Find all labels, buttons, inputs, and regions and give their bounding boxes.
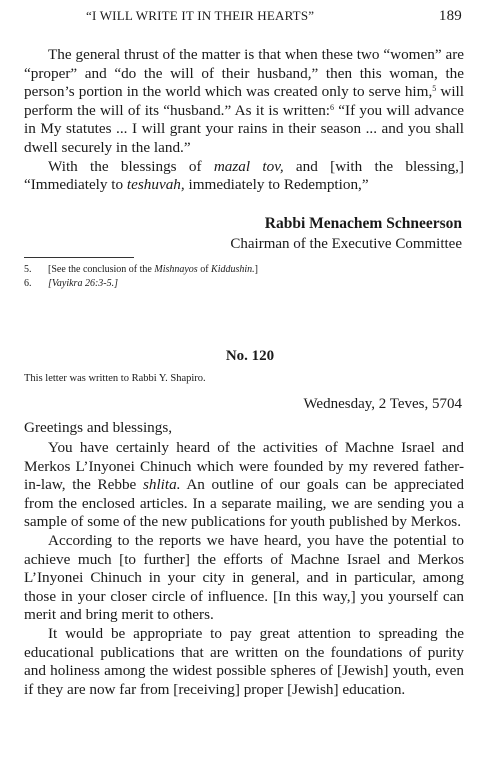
- signature-title: Chairman of the Executive Committee: [230, 236, 462, 252]
- text-run: You have certainly heard of the activities of Machne Israel and Merkos L’Inyonei Chinuch which were founded by my revered father-in-law, the Rebbe: [24, 439, 464, 494]
- letter-date: Wednesday, 2 Teves, 5704: [303, 396, 462, 412]
- italic-term: [Vayikra: [48, 278, 83, 289]
- text-run: and [with the blessing,] “Immediately to: [24, 157, 464, 194]
- text-run: will perform the will of its “husband.” As it is written:: [24, 83, 464, 119]
- footnote: [24, 277, 464, 291]
- italic-term: Mishnayos: [154, 264, 198, 275]
- footnote-text: [48, 277, 118, 291]
- letter-120-body: [24, 439, 464, 699]
- italic-term: mazal tov,: [213, 157, 284, 175]
- footnote-ref: 5: [432, 84, 437, 94]
- text-run: The general thrust of the matter is that when these two “women” are “proper” and “do the will of their husband,” then this woman, the person’s portion in the world which was created only to serve him,: [24, 46, 464, 101]
- text-run: ]: [254, 264, 259, 275]
- text-run: “If you will advance in My statutes ... I will grant your rains in their season ... and you shall dwell securely in the land.”: [24, 101, 465, 156]
- italic-term: teshuvah,: [126, 176, 185, 194]
- italic-term: 26:3-5.]: [82, 278, 119, 289]
- letter-greeting: Greetings and blessings,: [24, 419, 173, 436]
- italic-term: Kiddushin.: [211, 264, 255, 275]
- running-title: “I WILL WRITE IT IN THEIR HEARTS”: [86, 8, 315, 23]
- signature-name: Rabbi Menachem Schneerson: [264, 215, 462, 232]
- footnote-number: 5.: [24, 264, 32, 275]
- paragraph: [24, 158, 464, 195]
- italic-term: shlita.: [142, 476, 181, 494]
- text-run: of: [197, 264, 212, 275]
- letter-number: No. 120: [225, 348, 275, 364]
- text-run: An outline of our goals can be appreciated from the enclosed articles. In a separate mailing, we are sending you a sample of some of the new publications for youth published by Merkos.: [24, 476, 464, 531]
- letter-119-body: [24, 46, 464, 195]
- paragraph: According to the reports we have heard, you have the potential to achieve much [to further] the efforts of Machne Israel and Merkos L’Inyonei Chinuch in your city in general, and in particular, among those in your closer circle of influence. [In this way,] you yourself can merit and bring merit to others.: [24, 531, 464, 624]
- text-run: [See the conclusion of the: [48, 264, 155, 275]
- footnote-text: [48, 263, 258, 277]
- letter-note: This letter was written to Rabbi Y. Shapiro.: [24, 373, 206, 384]
- footnotes: [24, 263, 464, 291]
- footnote-number: 6.: [24, 278, 32, 289]
- paragraph: [24, 439, 464, 532]
- paragraph: [24, 46, 464, 158]
- footnote-ref: 6: [330, 102, 335, 112]
- paragraph: It would be appropriate to pay great attention to spreading the educational publications that are written on the foundations of purity and holiness among the widest possible spheres of [Jewish] youth, even if they are now far from [receiving] proper [Jewish] education.: [24, 624, 464, 698]
- page-number: 189: [438, 8, 462, 24]
- footnote-divider: [24, 257, 134, 258]
- text-run: immediately to Redemption,”: [184, 176, 369, 194]
- footnote: [24, 263, 464, 277]
- text-run: With the blessings of: [48, 157, 214, 175]
